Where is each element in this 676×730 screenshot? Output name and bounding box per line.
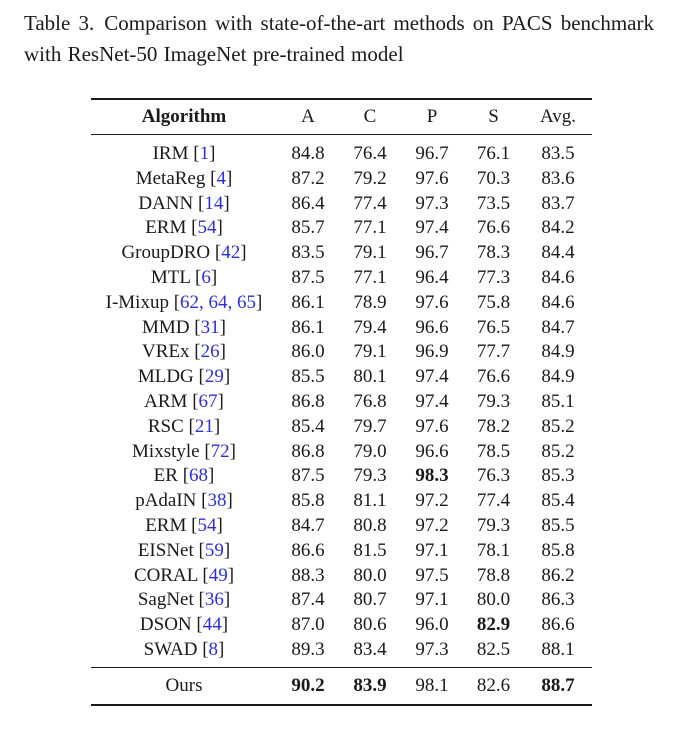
citation-link[interactable]: 36 [204, 589, 224, 611]
algorithm-cell: ARM [67] [144, 390, 224, 412]
score-c: 80.6 [353, 614, 387, 636]
score-c: 80.8 [353, 514, 387, 536]
algorithm-name: I-Mixup [105, 291, 169, 313]
citation-link[interactable]: 68 [189, 465, 209, 487]
score-s: 75.8 [476, 291, 511, 313]
algorithm-name: RSC [147, 415, 184, 437]
table-body [91, 135, 592, 668]
score-a: 85.8 [291, 490, 325, 512]
score-p: 97.2 [415, 514, 449, 536]
score-s: 82.6 [463, 667, 524, 705]
algorithm-name: ARM [144, 390, 188, 412]
score-s: 76.3 [476, 465, 511, 487]
score-avg: 84.6 [541, 291, 575, 313]
score-a: 85.7 [291, 217, 325, 239]
citation-link[interactable]: 31 [200, 316, 220, 338]
algorithm-name: SWAD [143, 638, 198, 660]
score-c: 83.9 [339, 667, 401, 705]
score-p: 96.4 [415, 266, 449, 288]
table-row [91, 216, 592, 241]
algorithm-cell: IRM [1] [152, 143, 216, 164]
score-avg: 85.5 [541, 514, 575, 536]
score-p: 98.1 [401, 667, 463, 705]
table-row [91, 564, 592, 589]
score-s: 76.6 [476, 366, 511, 388]
citation-link[interactable]: 29 [204, 366, 224, 388]
score-c: 77.4 [353, 192, 387, 214]
score-avg: 88.1 [541, 638, 575, 660]
score-a: 85.5 [291, 366, 325, 388]
score-s: 78.8 [476, 564, 511, 586]
score-s: 77.7 [476, 341, 511, 363]
score-c: 80.7 [353, 589, 387, 611]
score-c: 76.4 [353, 143, 387, 164]
algorithm-name: ER [153, 465, 178, 487]
score-avg: 85.4 [541, 490, 575, 512]
table-row-ours [91, 667, 592, 705]
algorithm-name: pAdaIN [135, 490, 197, 512]
header-s: S [463, 99, 524, 135]
score-s: 76.5 [476, 316, 511, 338]
algorithm-name: MetaReg [135, 167, 206, 189]
score-c: 79.0 [353, 440, 387, 462]
score-p: 97.5 [415, 564, 449, 586]
score-p: 96.9 [415, 341, 449, 363]
score-c: 77.1 [353, 266, 387, 288]
algorithm-name: GroupDRO [121, 242, 211, 264]
score-a: 90.2 [277, 667, 339, 705]
citation-link[interactable]: 42 [221, 242, 241, 264]
score-avg: 84.9 [541, 366, 575, 388]
score-avg: 83.7 [541, 192, 575, 214]
score-p: 96.7 [415, 143, 449, 164]
score-p: 97.1 [415, 589, 449, 611]
citation-link[interactable]: 14 [204, 192, 224, 214]
algorithm-cell: VREx [26] [142, 341, 226, 363]
algorithm-name: DANN [138, 192, 194, 214]
header-c: C [339, 99, 401, 135]
algorithm-cell: Mixstyle [72] [132, 440, 236, 462]
citation-link[interactable]: 26 [200, 341, 220, 363]
algorithm-cell: DANN [14] [138, 192, 230, 214]
table-row [91, 167, 592, 192]
algorithm-cell: RSC [21] [147, 415, 221, 437]
table-row [91, 192, 592, 217]
score-avg: 84.6 [541, 266, 575, 288]
score-p: 97.1 [415, 539, 449, 561]
score-c: 83.4 [353, 638, 387, 660]
citation-link[interactable]: 44 [202, 614, 222, 636]
score-avg: 86.2 [541, 564, 575, 586]
algorithm-cell: ER [68] [153, 465, 215, 487]
score-avg: 84.2 [541, 217, 575, 239]
score-c: 80.1 [353, 366, 387, 388]
header-a: A [277, 99, 339, 135]
score-s: 82.9 [476, 614, 511, 636]
citation-link[interactable]: 62, 64, 65 [180, 291, 257, 313]
header-avg: Avg. [524, 99, 592, 135]
algorithm-name: Ours [91, 667, 277, 705]
score-s: 78.3 [476, 242, 511, 264]
score-a: 87.2 [291, 167, 325, 189]
score-c: 76.8 [353, 390, 387, 412]
score-c: 78.9 [353, 291, 387, 313]
table-row [91, 135, 592, 167]
score-s: 82.5 [476, 638, 511, 660]
table-caption [24, 8, 654, 70]
algorithm-name: EISNet [137, 539, 194, 561]
table-row [91, 464, 592, 489]
score-a: 88.3 [291, 564, 325, 586]
score-s: 79.3 [476, 390, 511, 412]
header-p: P [401, 99, 463, 135]
score-avg: 86.3 [541, 589, 575, 611]
algorithm-name: ERM [145, 514, 187, 536]
score-a: 86.1 [291, 291, 325, 313]
caption-text: Comparison with state-of-the-art methods on PACS benchmark with ResNet-50 ImageNet pre-trained model [24, 11, 654, 66]
score-s: 73.5 [476, 192, 511, 214]
table-row [91, 340, 592, 365]
score-p: 97.6 [415, 167, 449, 189]
score-p: 97.4 [415, 217, 449, 239]
table-label: Table 3. [24, 11, 95, 35]
table-row [91, 291, 592, 316]
score-a: 86.0 [291, 341, 325, 363]
table-row [91, 390, 592, 415]
score-a: 87.4 [291, 589, 325, 611]
score-a: 84.8 [291, 143, 325, 164]
table-row [91, 514, 592, 539]
citation-link[interactable]: 54 [197, 217, 217, 239]
score-c: 81.1 [353, 490, 387, 512]
citation-link[interactable]: 38 [207, 490, 227, 512]
table-row [91, 588, 592, 613]
table-row [91, 241, 592, 266]
algorithm-cell: SagNet [36] [137, 589, 231, 611]
score-p: 97.4 [415, 366, 449, 388]
score-s: 78.5 [476, 440, 511, 462]
citation-link[interactable]: 1 [199, 143, 210, 164]
algorithm-name: MTL [150, 266, 191, 288]
score-c: 77.1 [353, 217, 387, 239]
score-a: 87.0 [291, 614, 325, 636]
score-avg: 85.2 [541, 440, 575, 462]
score-a: 86.4 [291, 192, 325, 214]
score-s: 77.4 [476, 490, 511, 512]
score-s: 80.0 [476, 589, 511, 611]
score-p: 98.3 [415, 465, 449, 487]
score-s: 79.3 [476, 514, 511, 536]
score-p: 96.0 [415, 614, 449, 636]
algorithm-cell: MTL [6] [150, 266, 218, 288]
score-c: 79.3 [353, 465, 387, 487]
algorithm-cell: ERM [54] [145, 514, 223, 536]
score-p: 97.3 [415, 638, 449, 660]
algorithm-name: VREx [142, 341, 190, 363]
table-row [91, 316, 592, 341]
table-row [91, 539, 592, 564]
score-s: 77.3 [476, 266, 511, 288]
algorithm-name: IRM [152, 143, 189, 164]
algorithm-name: MLDG [137, 366, 194, 388]
score-s: 76.1 [476, 143, 511, 164]
score-p: 97.6 [415, 415, 449, 437]
table-row [91, 613, 592, 638]
citation-link[interactable]: 8 [208, 638, 219, 660]
score-a: 89.3 [291, 638, 325, 660]
algorithm-name: DSON [139, 614, 192, 636]
score-c: 79.7 [353, 415, 387, 437]
score-avg: 84.7 [541, 316, 575, 338]
algorithm-cell: DSON [44] [139, 614, 229, 636]
score-s: 76.6 [476, 217, 511, 239]
algorithm-name: Mixstyle [132, 440, 200, 462]
score-c: 79.1 [353, 341, 387, 363]
score-p: 96.6 [415, 440, 449, 462]
algorithm-name: CORAL [133, 564, 198, 586]
score-a: 86.8 [291, 440, 325, 462]
table-row [91, 489, 592, 514]
score-avg: 85.1 [541, 390, 575, 412]
score-avg: 83.6 [541, 167, 575, 189]
score-p: 97.4 [415, 390, 449, 412]
results-table [91, 98, 592, 706]
score-p: 96.6 [415, 316, 449, 338]
score-s: 78.2 [476, 415, 511, 437]
score-c: 79.2 [353, 167, 387, 189]
score-c: 79.1 [353, 242, 387, 264]
score-avg: 85.8 [541, 539, 575, 561]
score-avg: 84.9 [541, 341, 575, 363]
algorithm-cell: MMD [31] [142, 316, 226, 338]
citation-link[interactable]: 72 [210, 440, 230, 462]
algorithm-name: MMD [142, 316, 190, 338]
table-row [91, 440, 592, 465]
score-a: 84.7 [291, 514, 325, 536]
algorithm-cell: GroupDRO [42] [121, 242, 247, 264]
citation-link[interactable]: 6 [201, 266, 211, 288]
algorithm-cell: I-Mixup [62, 64, 65] [105, 291, 263, 313]
citation-link[interactable]: 59 [204, 539, 224, 561]
header-algorithm: Algorithm [91, 99, 277, 135]
table-row [91, 266, 592, 291]
ours-body [91, 667, 592, 705]
citation-link[interactable]: 54 [197, 514, 217, 536]
score-a: 83.5 [291, 242, 325, 264]
citation-link[interactable]: 67 [198, 390, 218, 412]
score-s: 78.1 [476, 539, 511, 561]
score-c: 81.5 [353, 539, 387, 561]
algorithm-cell: CORAL [49] [133, 564, 235, 586]
score-avg: 84.4 [541, 242, 575, 264]
score-avg: 85.2 [541, 415, 575, 437]
score-a: 87.5 [291, 266, 325, 288]
table-row [91, 415, 592, 440]
table-row [91, 638, 592, 667]
algorithm-cell: pAdaIN [38] [135, 490, 233, 512]
algorithm-cell: ERM [54] [145, 217, 223, 239]
algorithm-name: ERM [145, 217, 187, 239]
score-a: 86.6 [291, 539, 325, 561]
citation-link[interactable]: 4 [216, 167, 226, 189]
score-a: 86.1 [291, 316, 325, 338]
algorithm-cell: EISNet [59] [137, 539, 231, 561]
score-p: 97.6 [415, 291, 449, 313]
score-c: 79.4 [353, 316, 387, 338]
score-s: 70.3 [476, 167, 511, 189]
score-a: 86.8 [291, 390, 325, 412]
score-c: 80.0 [353, 564, 387, 586]
score-p: 96.7 [415, 242, 449, 264]
score-avg: 83.5 [541, 143, 575, 164]
score-avg: 86.6 [541, 614, 575, 636]
score-p: 97.2 [415, 490, 449, 512]
score-p: 97.3 [415, 192, 449, 214]
algorithm-cell: MetaReg [4] [135, 167, 233, 189]
table-header-row [91, 99, 592, 135]
algorithm-name: SagNet [137, 589, 194, 611]
algorithm-cell: SWAD [8] [143, 638, 225, 660]
score-avg: 85.3 [541, 465, 575, 487]
algorithm-cell: MLDG [29] [137, 366, 231, 388]
score-a: 85.4 [291, 415, 325, 437]
score-avg: 88.7 [524, 667, 592, 705]
score-a: 87.5 [291, 465, 325, 487]
citation-link[interactable]: 49 [208, 564, 228, 586]
citation-link[interactable]: 21 [194, 415, 214, 437]
table-row [91, 365, 592, 390]
